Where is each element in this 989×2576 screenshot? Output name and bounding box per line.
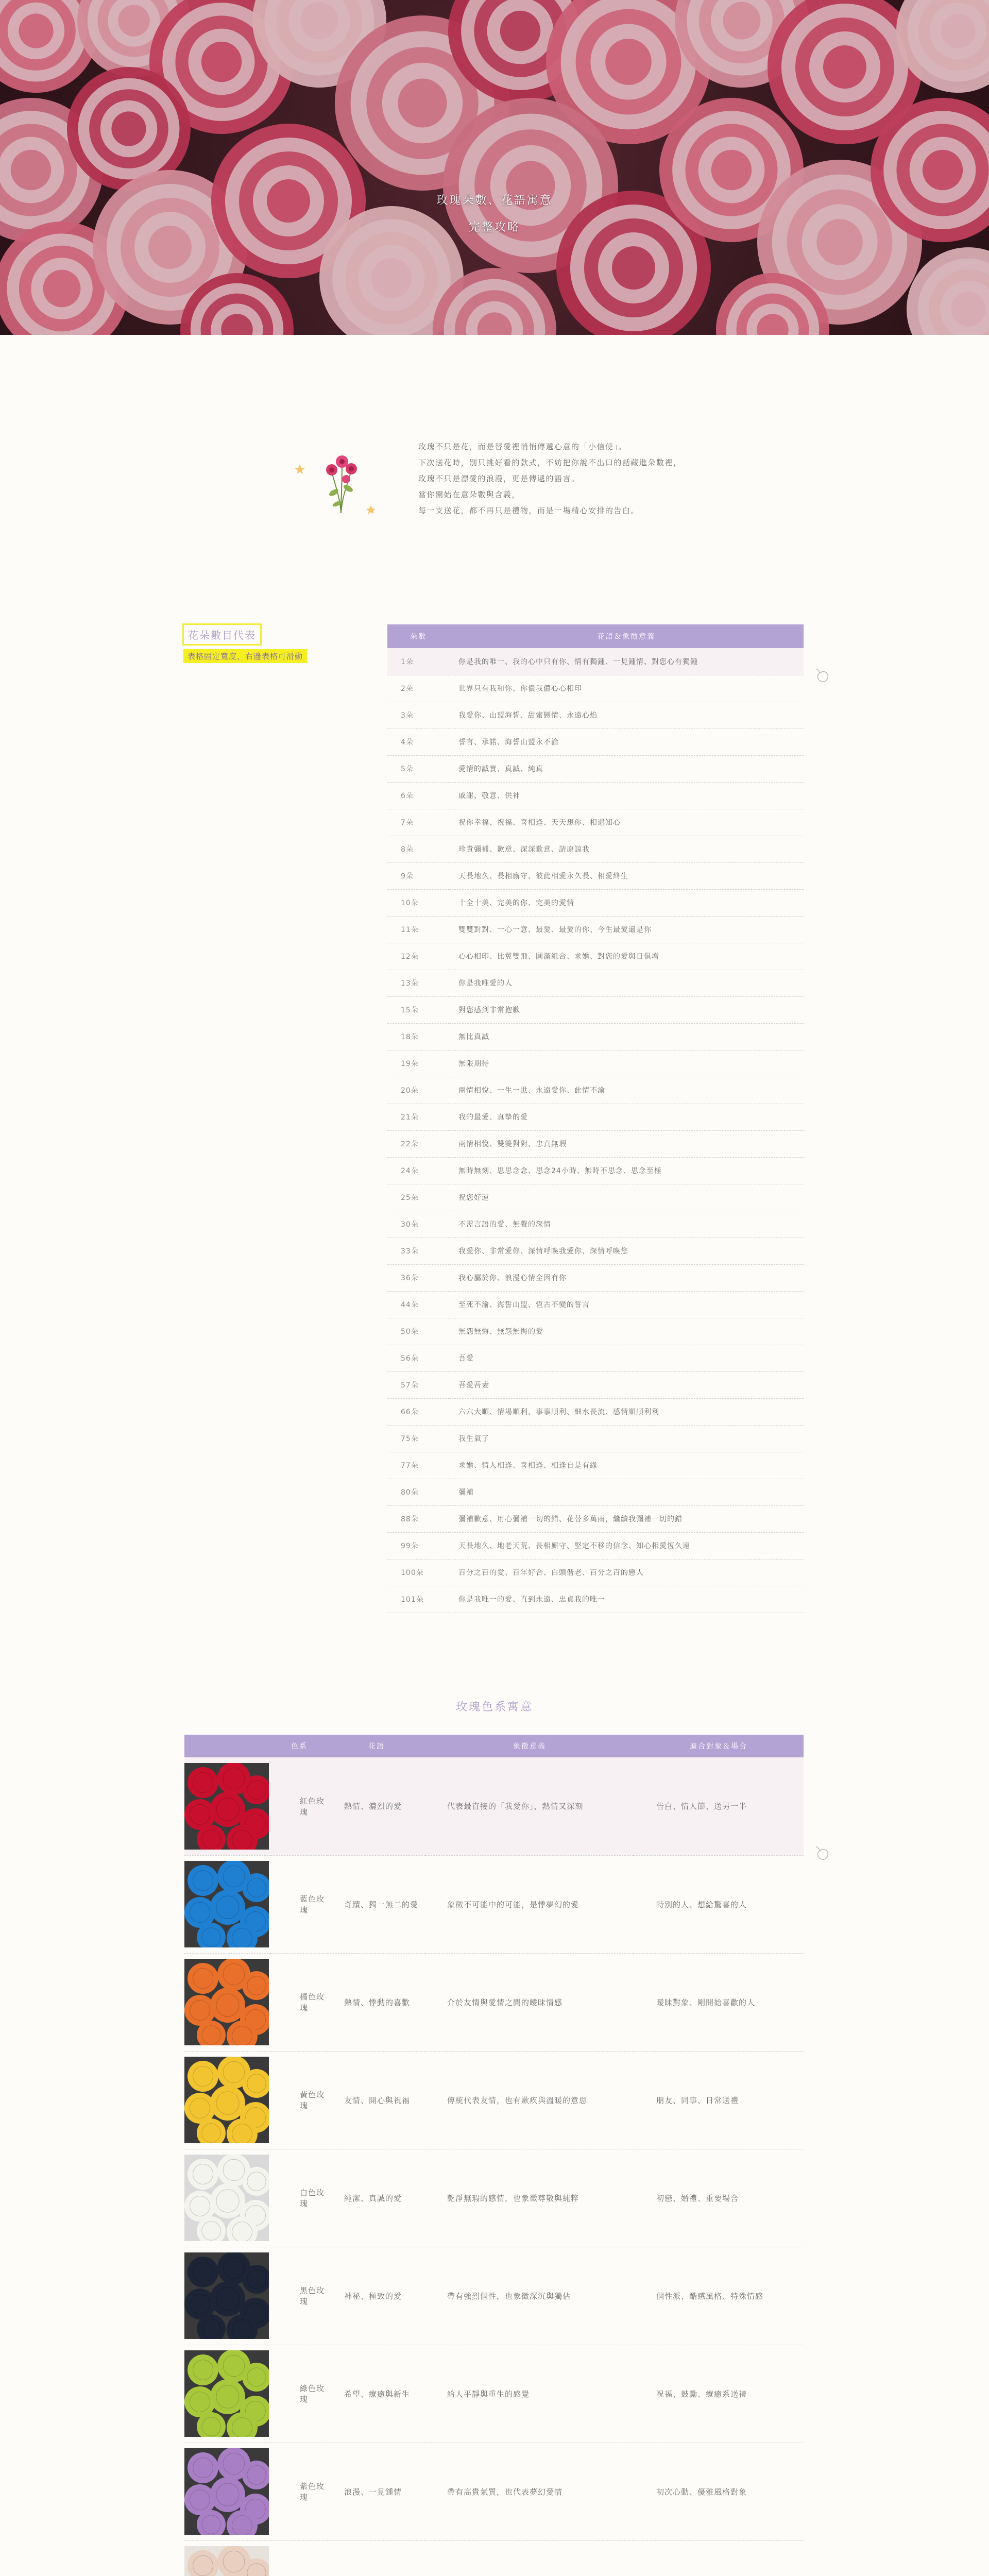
- table-row: [184, 2051, 804, 2149]
- table-row: [387, 996, 804, 1023]
- table-row: [387, 1291, 804, 1318]
- rose-count: 30朵: [387, 1211, 449, 1238]
- table-row: [387, 675, 804, 702]
- intro-line: 玫瑰不只是漂愛的浪漫，更是傳遞的語言。: [418, 474, 580, 483]
- red-roses-photo: [184, 1763, 269, 1850]
- rose-language: 熱情、濃烈的愛: [328, 1757, 425, 1855]
- rose-photo-cell: [184, 1757, 271, 1855]
- rose-meaning: 雙雙對對、一心一意、最愛、最愛的你、今生最愛還是你: [449, 916, 804, 943]
- rose-photo-cell: [184, 1953, 271, 2051]
- rose-count: 19朵: [387, 1050, 449, 1077]
- rose-meaning: 你是我的唯一、我的心中只有你、情有獨鍾、一見鍾情、對您心有獨鍾: [449, 648, 804, 675]
- table-row: [387, 1345, 804, 1371]
- intro-line: 下次送花時，別只挑好看的款式，不妨把你說不出口的話藏進朵數裡，: [418, 458, 682, 467]
- rose-meaning: 你是我唯愛的人: [449, 970, 804, 996]
- rose-meaning: 吾愛: [449, 1345, 804, 1371]
- table-row: [387, 1023, 804, 1050]
- table-row: [184, 2149, 804, 2247]
- color-section-heading: 玫瑰色系寓意: [455, 1701, 533, 1714]
- header-meaning: 花語＆象徵意義: [449, 624, 804, 648]
- table-row: [387, 862, 804, 889]
- hero-subtitle: 完整攻略: [468, 221, 520, 234]
- rose-color-meaning: 代表最直接的「我愛你」，熱情又深刻: [425, 1757, 634, 1855]
- table-row: [387, 1452, 804, 1479]
- table-row: [387, 1398, 804, 1425]
- rose-meaning: 無限期待: [449, 1050, 804, 1077]
- rose-color-meaning: 傳統代表友情，也有歉疚與溫暖的意思: [425, 2051, 634, 2149]
- rose-count: 22朵: [387, 1130, 449, 1157]
- table-row: [184, 1757, 804, 1855]
- rose-meaning: 你是我唯一的愛、直到永遠、忠貞我的唯一: [449, 1586, 804, 1613]
- rose-meaning: 祝您好運: [449, 1184, 804, 1211]
- petal-icon: [812, 1843, 832, 1864]
- rose-meaning: 六六大順、情場順利、事事順利、細水長流、感情順順利利: [449, 1398, 804, 1425]
- rose-count: 75朵: [387, 1425, 449, 1452]
- rose-count: 15朵: [387, 996, 449, 1023]
- rose-color-meaning: 帶有強烈個性，也象徵深沉與獨佔: [425, 2247, 634, 2345]
- rose-occasion: 初次心動、優雅風格對象: [634, 2443, 804, 2540]
- table-row: [387, 889, 804, 916]
- table-row: [387, 1050, 804, 1077]
- table-row: [387, 916, 804, 943]
- table-row: [387, 648, 804, 675]
- rose-language: 奇蹟、獨一無二的愛: [328, 1855, 425, 1953]
- table-row: [387, 1371, 804, 1398]
- intro-text: [418, 439, 727, 519]
- table-row: [387, 728, 804, 755]
- intro-line: 每一支送花，都不再只是禮物，而是一場精心安排的告白。: [418, 506, 640, 515]
- rose-count: 99朵: [387, 1532, 449, 1559]
- black-roses-photo: [184, 2252, 269, 2339]
- table-row: [387, 782, 804, 809]
- rose-photo-cell: [184, 2051, 271, 2149]
- table-row: [387, 755, 804, 782]
- rose-count: 101朵: [387, 1586, 449, 1613]
- rose-count: 18朵: [387, 1023, 449, 1050]
- rose-color-meaning: [425, 2540, 634, 2576]
- header-language: 花語: [328, 1735, 425, 1757]
- rose-count: 6朵: [387, 782, 449, 809]
- rose-occasion: 朋友、同事、日常送禮: [634, 2051, 804, 2149]
- rose-meaning: 世界只有我和你、你儂我儂心心相印: [449, 675, 804, 702]
- table-row: [184, 2540, 804, 2576]
- petal-icon: [812, 666, 832, 686]
- rose-meaning: 對您感到非常抱歉: [449, 996, 804, 1023]
- rose-occasion: 特別的人、想給驚喜的人: [634, 1855, 804, 1953]
- rose-occasion: 告白、情人節、送另一半: [634, 1757, 804, 1855]
- rose-count: 3朵: [387, 702, 449, 728]
- rose-meaning: 珍貴彌補、歉意、深深歉意、請原諒我: [449, 836, 804, 862]
- table-row: [387, 1238, 804, 1264]
- rose-count: 21朵: [387, 1104, 449, 1130]
- rose-count: 88朵: [387, 1505, 449, 1532]
- rose-color-name: 白色玫瑰: [271, 2149, 328, 2247]
- hero-banner: [0, 0, 989, 335]
- rose-meaning: 誓言、承諾、海誓山盟永不渝: [449, 728, 804, 755]
- rose-count: 5朵: [387, 755, 449, 782]
- rose-count: 11朵: [387, 916, 449, 943]
- rose-color-meaning: 帶有高貴氣質，也代表夢幻愛情: [425, 2443, 634, 2540]
- rose-photo-cell: [184, 2345, 271, 2443]
- rose-count: 1朵: [387, 648, 449, 675]
- rose-occasion: [634, 2540, 804, 2576]
- rose-count: 50朵: [387, 1318, 449, 1345]
- rose-meaning: 彌補: [449, 1479, 804, 1505]
- count-section-label: 花朵數目代表: [182, 623, 262, 646]
- rose-color-name: 藍色玫瑰: [271, 1855, 328, 1953]
- rose-count: 12朵: [387, 943, 449, 970]
- table-row: [387, 1505, 804, 1532]
- table-row: [387, 1586, 804, 1613]
- header-occasion: 適合對象＆場合: [634, 1735, 804, 1757]
- rose-color-name: 紅色玫瑰: [271, 1757, 328, 1855]
- rose-meaning: 我愛你、山盟海誓、甜蜜戀情、永遠心焰: [449, 702, 804, 728]
- purple-roses-photo: [184, 2448, 269, 2535]
- rose-color-name: [271, 2540, 328, 2576]
- table-row: [387, 1264, 804, 1291]
- white-roses-photo: [184, 2155, 269, 2241]
- hero-title: 玫瑰朵數、花語寓意: [436, 194, 553, 207]
- intro-line: 當你開始在意朵數與含義，: [418, 490, 521, 499]
- yellow-roses-photo: [184, 2057, 269, 2143]
- scroll-note: 表格固定寬度，右邊表格可滑動: [183, 649, 307, 663]
- sparkle-icon: [366, 505, 376, 514]
- rose-count: 80朵: [387, 1479, 449, 1505]
- rose-language: 友情、開心與祝福: [328, 2051, 425, 2149]
- champagne-roses-photo: [184, 2546, 269, 2576]
- rose-occasion: 個性派、酷感風格、特殊情感: [634, 2247, 804, 2345]
- table-row: [387, 1425, 804, 1452]
- header-image: [184, 1735, 271, 1757]
- rose-language: 神秘、極致的愛: [328, 2247, 425, 2345]
- rose-count: 100朵: [387, 1559, 449, 1586]
- table-row: [387, 1318, 804, 1345]
- rose-meaning: 祝你幸福、祝福、喜相逢、天天想你、相遇知心: [449, 809, 804, 836]
- rose-photo-cell: [184, 2443, 271, 2540]
- rose-count: 10朵: [387, 889, 449, 916]
- rose-meaning: 至死不渝、海誓山盟、恆古不變的誓言: [449, 1291, 804, 1318]
- rose-meaning: 心心相印、比翼雙飛、圓滿組合、求婚、對您的愛與日俱增: [449, 943, 804, 970]
- intro-line: 玫瑰不只是花，而是替愛裡悄悄傳遞心意的「小信使」。: [418, 442, 627, 451]
- table-row: [184, 2247, 804, 2345]
- table-row: [387, 1077, 804, 1104]
- rose-meaning: 愛情的誠實、真誠、純真: [449, 755, 804, 782]
- header-color: 色系: [271, 1735, 328, 1757]
- table-row: [387, 809, 804, 836]
- table-row: [387, 970, 804, 996]
- rose-count: 36朵: [387, 1264, 449, 1291]
- rose-count: 8朵: [387, 836, 449, 862]
- rose-meaning: 兩情相悅、一生一世、永遠愛你、此情不渝: [449, 1077, 804, 1104]
- rose-count: 2朵: [387, 675, 449, 702]
- rose-color-name: 綠色玫瑰: [271, 2345, 328, 2443]
- rose-language: [328, 2540, 425, 2576]
- rose-meaning: 吾愛吾妻: [449, 1371, 804, 1398]
- rose-photo-cell: [184, 1855, 271, 1953]
- table-row: [184, 2345, 804, 2443]
- rose-language: 希望、療癒與新生: [328, 2345, 425, 2443]
- rose-illustration: [295, 441, 382, 518]
- rose-meaning: 無比真誠: [449, 1023, 804, 1050]
- rose-meaning: 天長地久、長相廝守、彼此相愛永久長、相愛終生: [449, 862, 804, 889]
- rose-color-name: 紫色玫瑰: [271, 2443, 328, 2540]
- table-row: [184, 1953, 804, 2051]
- rose-occasion: 祝福、鼓勵、療癒系送禮: [634, 2345, 804, 2443]
- rose-meaning: 兩情相悅、雙雙對對、忠貞無瑕: [449, 1130, 804, 1157]
- rose-count: 24朵: [387, 1157, 449, 1184]
- orange-roses-photo: [184, 1959, 269, 2045]
- rose-count: 77朵: [387, 1452, 449, 1479]
- rose-count: 44朵: [387, 1291, 449, 1318]
- rose-photo-cell: [184, 2247, 271, 2345]
- rose-count: 66朵: [387, 1398, 449, 1425]
- table-row: [387, 1479, 804, 1505]
- rose-color-table: [184, 1735, 804, 2576]
- rose-count: 13朵: [387, 970, 449, 996]
- rose-occasion: 曖昧對象、剛開始喜歡的人: [634, 1953, 804, 2051]
- rose-count: 7朵: [387, 809, 449, 836]
- rose-count: 56朵: [387, 1345, 449, 1371]
- rose-language: 浪漫、一見鍾情: [328, 2443, 425, 2540]
- rose-color-name: 黃色玫瑰: [271, 2051, 328, 2149]
- table-row: [184, 2443, 804, 2540]
- rose-meaning: 我的最愛、真摯的愛: [449, 1104, 804, 1130]
- rose-count-table: [387, 624, 804, 1613]
- header-count: 朵數: [387, 624, 449, 648]
- rose-photo-cell: [184, 2540, 271, 2576]
- rose-meaning: 我心屬於你、浪漫心情全因有你: [449, 1264, 804, 1291]
- rose-meaning: 我愛你、非常愛你、深情呼喚我愛你、深情呼喚您: [449, 1238, 804, 1264]
- table-row: [387, 1104, 804, 1130]
- hero-rose-background: [0, 0, 989, 335]
- rose-language: 純潔、真誠的愛: [328, 2149, 425, 2247]
- rose-photo-cell: [184, 2149, 271, 2247]
- table-row: [387, 1532, 804, 1559]
- rose-meaning: 我生氣了: [449, 1425, 804, 1452]
- rose-meaning: 無時無刻、思思念念、思念24小時、無時不思念、思念至極: [449, 1157, 804, 1184]
- table-row: [184, 1855, 804, 1953]
- rose-meaning: 求婚、情人相逢、喜相逢、相逢自是有緣: [449, 1452, 804, 1479]
- rose-meaning: 無怨無悔、無怨無悔的愛: [449, 1318, 804, 1345]
- rose-color-meaning: 介於友情與愛情之間的曖昧情感: [425, 1953, 634, 2051]
- sparkle-icon: [295, 464, 305, 474]
- table-row: [387, 702, 804, 728]
- header-meaning: 象徵意義: [425, 1735, 634, 1757]
- table-row: [387, 1184, 804, 1211]
- blue-roses-photo: [184, 1861, 269, 1947]
- rose-count: 33朵: [387, 1238, 449, 1264]
- table-row: [387, 836, 804, 862]
- table-row: [387, 1157, 804, 1184]
- rose-color-name: 黑色玫瑰: [271, 2247, 328, 2345]
- table-row: [387, 1130, 804, 1157]
- table-row: [387, 1559, 804, 1586]
- table-row: [387, 1211, 804, 1238]
- rose-meaning: 彌補歉意、用心彌補一切的錯、花替多萬雨，繼續我彌補一切的錯: [449, 1505, 804, 1532]
- green-roses-photo: [184, 2350, 269, 2437]
- rose-meaning: 戚謝、敬意、供神: [449, 782, 804, 809]
- rose-meaning: 百分之百的愛、百年好合、白頭偕老、百分之百的戀人: [449, 1559, 804, 1586]
- rose-count: 20朵: [387, 1077, 449, 1104]
- rose-color-meaning: 象徵不可能中的可能，是悸夢幻的愛: [425, 1855, 634, 1953]
- rose-count: 4朵: [387, 728, 449, 755]
- rose-language: 熱情、悸動的喜歡: [328, 1953, 425, 2051]
- rose-meaning: 十全十美、完美的你、完美的愛情: [449, 889, 804, 916]
- rose-color-name: 橘色玫瑰: [271, 1953, 328, 2051]
- rose-count: 25朵: [387, 1184, 449, 1211]
- rose-count: 57朵: [387, 1371, 449, 1398]
- table-row: [387, 943, 804, 970]
- rose-meaning: 天長地久、地老天荒、長相廝守、堅定不移的信念、知心相愛恆久遠: [449, 1532, 804, 1559]
- rose-meaning: 不需言語的愛、無聲的深情: [449, 1211, 804, 1238]
- rose-count: 9朵: [387, 862, 449, 889]
- rose-color-meaning: 乾淨無瑕的感情，也象徵尊敬與純粹: [425, 2149, 634, 2247]
- rose-color-meaning: 給人平靜與重生的感覺: [425, 2345, 634, 2443]
- rose-occasion: 初戀、婚禮、重要場合: [634, 2149, 804, 2247]
